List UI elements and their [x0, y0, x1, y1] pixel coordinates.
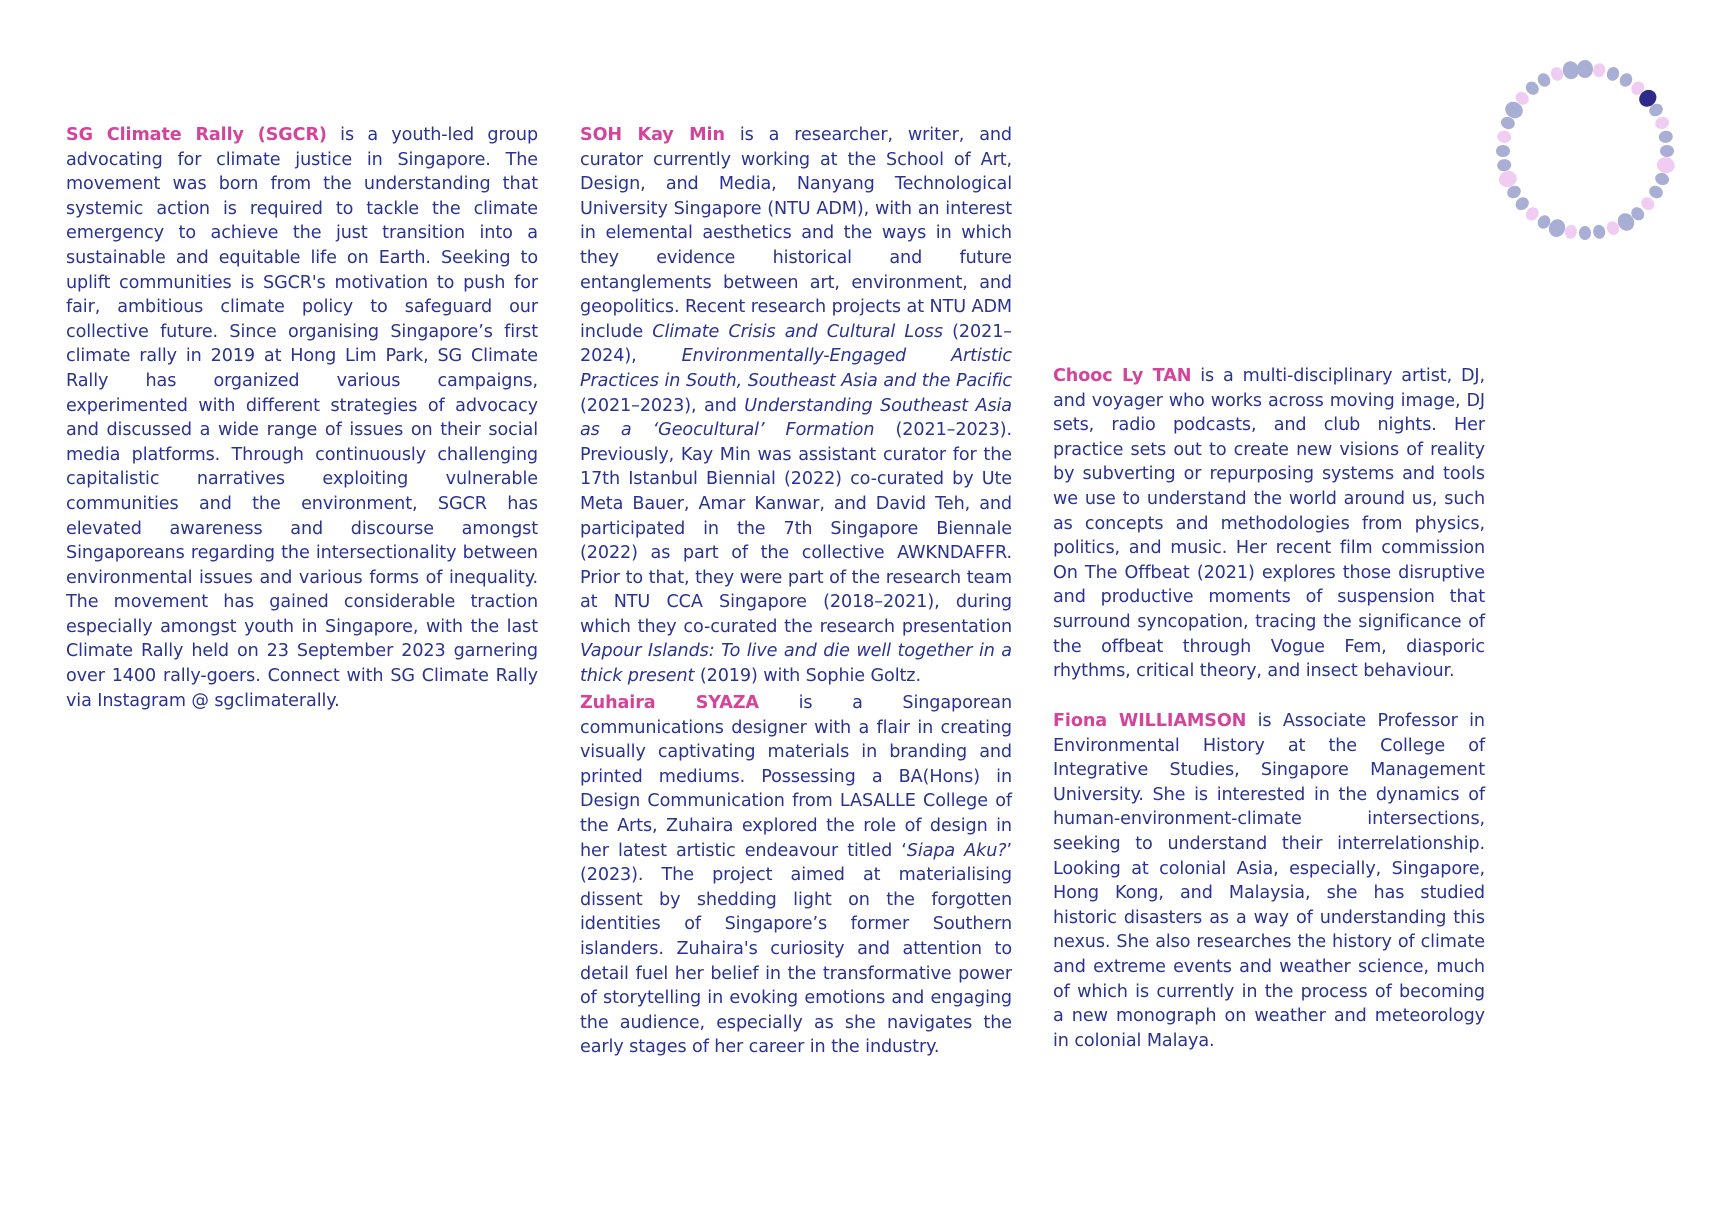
bio-text-soh-1: is a researcher, writer, and curator currently working at the School of Art, Design, and Media, Nanyang Technological University Singapore (NTU ADM), with an interest in elemental aesthetics and the ways in which they evidence historical and future entanglements between art, environment, and geopolitics. Recent research projects at NTU ADM include	[580, 125, 1012, 342]
bio-text-soh-2: (2021–2024),	[580, 321, 1012, 367]
bio-name-fiona: Fiona WILLIAMSON	[1053, 711, 1247, 731]
decorative-dot-ring	[1490, 56, 1680, 246]
project-title-environmentally-engaged: Environmentally-Engaged Artistic Practices in South, Southeast Asia and the Pacific	[580, 346, 1012, 391]
bio-text-soh-3: (2021–2023), and	[580, 395, 745, 416]
bio-text-chooc: is a multi-disciplinary artist, DJ, and voyager who works across moving image, DJ sets, radio podcasts, and club nights. Her practice sets out to create new visions of reality by subverting or repurposing systems and tools we use to understand the world around us, such as concepts and methodologies from physics, politics, and music. Her recent film commission On The Offbeat (2021) explores those disruptive and productive moments of suspension that surround syncopation, tracing the significance of the offbeat through Vogue Fem, diasporic rhythms, critical theory, and insect behaviour.	[1053, 366, 1485, 682]
ring-dot	[1660, 145, 1674, 157]
bio-chooc-ly-tan	[1053, 364, 1485, 684]
bio-name-soh: SOH Kay Min	[580, 125, 725, 145]
project-title-siapa-aku: Siapa Aku?	[906, 840, 1007, 861]
bio-text-soh-4: (2021–2023). Previously, Kay Min was assistant curator for the 17th Istanbul Biennial (2022) co-curated by Ute Meta Bauer, Amar Kanwar, and David Teh, and participated in the 7th Singapore Biennale (2022) as part of the collective AWKNDAFFR. Prior to that, they were part of the research team at NTU CCA Singapore (2018–2021), during which they co-curated the research presentation	[580, 420, 1012, 637]
ring-dot	[1653, 171, 1670, 187]
bio-sgcr	[66, 123, 538, 713]
ring-dot	[1496, 145, 1510, 157]
bio-zuhaira-syaza	[580, 691, 1012, 1060]
project-title-vapour-islands: Vapour Islands: To live and die well together in a thick present	[580, 641, 1012, 687]
project-title-climate-crisis: Climate Crisis and Cultural Loss	[652, 321, 943, 342]
ring-dot	[1579, 226, 1591, 240]
ring-dot	[1564, 224, 1578, 240]
bio-text-sgcr: is a youth-led group advocating for climate justice in Singapore. The movement was born from the understanding that systemic action is required to tackle the climate emergency to achieve the just transition into a sustainable and equitable life on Earth. Seeking to uplift communities is SGCR's motivation to push for fair, ambitious climate policy to safeguard our collective future. Since organising Singapore’s first climate rally in 2019 at Hong Lim Park, SG Climate Rally has organized various campaigns, experimented with different strategies of advocacy and discussed a wide range of issues on their social media platforms. Through continuously challenging capitalistic narratives exploiting vulnerable communities and the environment, SGCR has elevated awareness and discourse amongst Singaporeans regarding the intersectionality between environmental issues and various forms of inequality. The movement has gained considerable traction especially amongst youth in Singapore, with the last Climate Rally held on 23 September 2023 garnering over 1400 rally-goers. Connect with SG Climate Rally via Instagram @ sgclimaterally.	[66, 125, 539, 711]
bio-soh-kay-min	[580, 123, 1012, 689]
ring-dot	[1561, 60, 1580, 81]
ring-dot	[1653, 115, 1670, 131]
ring-dot	[1549, 65, 1565, 82]
bio-name-sgcr: SG Climate Rally (SGCR)	[66, 125, 327, 145]
bio-text-zuhaira-2: ’ (2023). The project aimed at materialising dissent by shedding light on the forgotten identities of Singapore’s former Southern islanders. Zuhaira's curiosity and attention to detail fuel her belief in the transformative power of storytelling in evoking emotions and engaging the audience, especially as she navigates the early stages of her career in the industry.	[580, 840, 1012, 1058]
ring-dot	[1592, 62, 1606, 78]
bio-text-fiona: is Associate Professor in Environmental History at the College of Integrative Studies, Singapore Management University. She is interested in the dynamics of human-environment-climate intersections, seeking to understand their interrelationship. Looking at colonial Asia, especially, Singapore, Hong Kong, and Malaysia, she has studied historic disasters as a way of understanding this nexus. She also researches the history of climate and extreme events and weather science, much of which is currently in the process of becoming a new monograph on weather and meteorology in colonial Malaya.	[1053, 711, 1485, 1051]
ring-dot	[1658, 130, 1674, 144]
ring-dot	[1496, 130, 1512, 144]
bio-fiona-williamson	[1053, 709, 1485, 1053]
ring-dot	[1496, 158, 1512, 172]
bio-text-zuhaira-1: is a Singaporean communications designer with a flair in creating visually captivating materials in branding and printed mediums. Possessing a BA(Hons) in Design Communication from LASALLE College of the Arts, Zuhaira explored the role of design in her latest artistic endeavour titled ‘	[580, 693, 1012, 861]
ring-dot	[1577, 60, 1593, 78]
ring-dot	[1656, 156, 1677, 175]
ring-dot	[1605, 65, 1621, 82]
bio-text-soh-5: (2019) with Sophie Goltz.	[694, 666, 921, 687]
ring-dot	[1592, 224, 1606, 240]
project-title-geocultural: Understanding Southeast Asia as a ‘Geocultural’ Formation	[580, 395, 1012, 441]
bio-name-zuhaira: Zuhaira SYAZA	[580, 693, 759, 713]
bio-name-chooc: Chooc Ly TAN	[1053, 366, 1192, 386]
